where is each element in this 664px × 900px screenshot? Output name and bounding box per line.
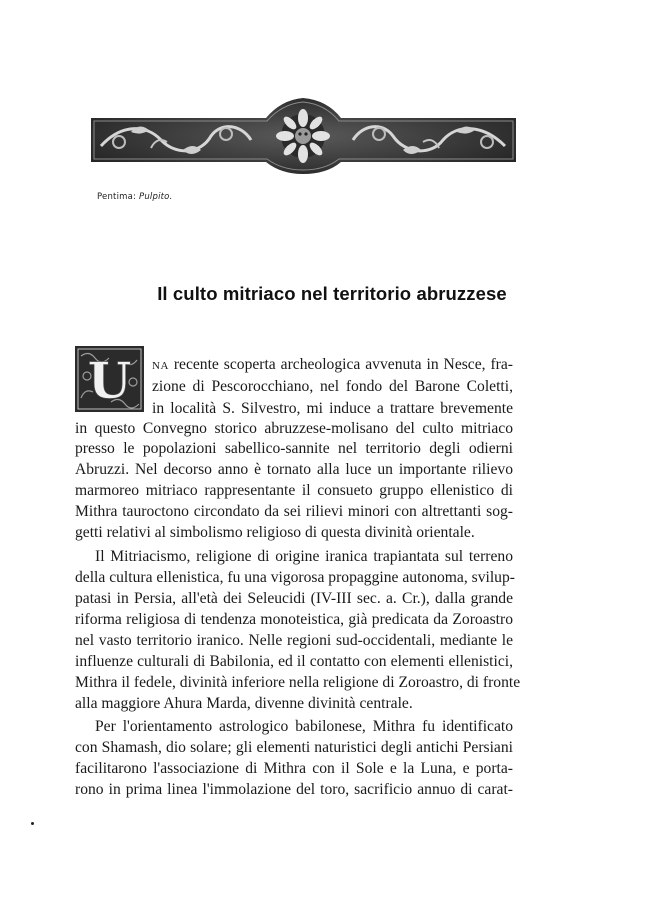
body-line-5: presso le popolazioni sabellico-sannite nel territorio degli odierni <box>75 440 513 457</box>
body-line-1 <box>152 355 513 376</box>
pulpit-frieze-image <box>91 96 516 174</box>
article-title: Il culto mitriaco nel territorio abruzzese <box>157 283 507 304</box>
body-line-16: Mithra il fedele, divinità inferiore nella religione di Zoroastro, di fronte <box>75 674 521 691</box>
body-line-11: della cultura ellenistica, fu una vigorosa propaggine autonoma, svilup- <box>75 569 515 586</box>
body-line-15: influenze culturali di Babilonia, ed il contatto con elementi ellenistici, <box>75 653 513 670</box>
body-line-3: in località S. Silvestro, mi induce a trattare brevemente <box>152 400 513 417</box>
body-line-8: Mithra tauroctono circondato da sei rilievi minori con altrettanti sog- <box>75 503 513 520</box>
body-line-1-smallcaps: NA <box>152 360 169 372</box>
scan-speck <box>31 822 34 825</box>
dropcap-letter: U <box>87 351 132 410</box>
body-line-10: Il Mitriacismo, religione di origine iranica trapiantata sul terreno <box>95 548 513 565</box>
figure-caption <box>97 192 172 202</box>
body-line-20: facilitarono l'associazione di Mithra con il Sole e la Luna, e porta- <box>75 760 513 777</box>
body-line-12: patasi in Persia, all'età dei Seleucidi (IV-III sec. a. Cr.), dalla grande <box>75 590 513 607</box>
body-line-21: rono in prima linea l'immolazione del toro, sacrificio annuo di carat- <box>75 781 513 798</box>
body-line-9: getti relativi al simbolismo religioso di questa divinità orientale. <box>75 524 475 541</box>
body-line-2: zione di Pescorocchiano, nel fondo del Barone Coletti, <box>152 378 513 395</box>
body-line-7: marmoreo mitriaco rappresentante il consueto gruppo ellenistico di <box>75 482 513 499</box>
body-line-19: con Shamash, dio solare; gli elementi naturistici degli antichi Persiani <box>75 739 513 756</box>
body-line-13: riforma religiosa di tendenza monoteistica, già predicata da Zoroastro <box>75 611 513 628</box>
body-line-6: Abruzzi. Nel decorso anno è tornato alla luce un importante rilievo <box>75 461 513 478</box>
body-line-4: in questo Convegno storico abruzzese-molisano del culto mitriaco <box>75 420 513 437</box>
dropcap-ornament <box>75 346 144 412</box>
figure-caption-label: Pentima: <box>97 192 137 202</box>
body-line-14: nel vasto territorio iranico. Nelle regioni sud-occidentali, mediante le <box>75 632 513 649</box>
body-line-18: Per l'orientamento astrologico babilonese, Mithra fu identificato <box>95 718 513 735</box>
body-line-1-text: recente scoperta archeologica avvenuta in Nesce, fra- <box>168 356 513 373</box>
body-line-17: alla maggiore Ahura Marda, divenne divinità centrale. <box>75 695 413 712</box>
figure-caption-detail: Pulpito. <box>139 192 173 202</box>
